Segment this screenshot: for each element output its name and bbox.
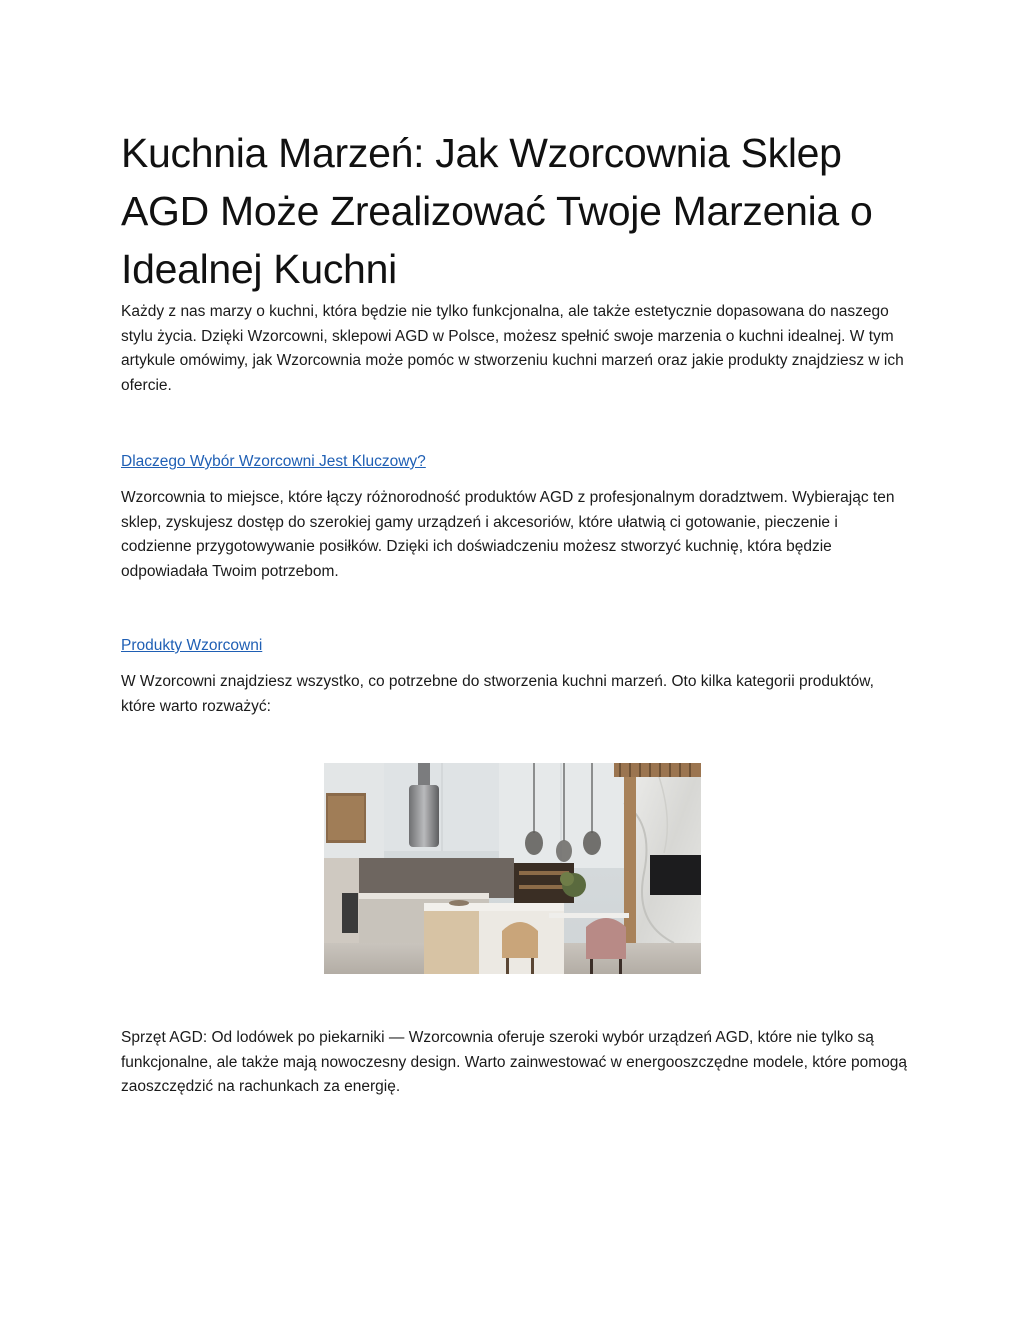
section-why-paragraph: Wzorcownia to miejsce, które łączy różnorodność produktów AGD z profesjonalnym doradztwem. Wybierając ten sklep, zyskujesz dostęp do szerokiej gamy urządzeń i akcesoriów, które ułatwią ci gotowanie, pieczenie i codzienne przygotowywanie posiłków. Dzięki ich doświadczeniu możesz stworzyć kuchnię, która będzie odpowiadała Twoim potrzebom. — [121, 489, 895, 580]
appliances-section — [121, 1026, 911, 1100]
section-heading-link-why[interactable]: Dlaczego Wybór Wzorcowni Jest Kluczowy? — [121, 453, 426, 470]
appliances-paragraph: Sprzęt AGD: Od lodówek po piekarniki — Wzorcownia oferuje szeroki wybór urządzeń AGD, które nie tylko są funkcjonalne, ale także mają nowoczesny design. Warto zainwestować w energooszczędne modele, które pomogą zaoszczędzić na rachunkach za energię. — [121, 1029, 908, 1095]
kitchen-photo — [324, 763, 701, 974]
section-heading-link-products[interactable]: Produkty Wzorcowni — [121, 637, 263, 654]
intro-paragraph: Każdy z nas marzy o kuchni, która będzie nie tylko funkcjonalna, ale także estetycznie dopasowana do naszego stylu życia. Dzięki Wzorcowni, sklepowi AGD w Polsce, możesz spełnić swoje marzenia o kuchni idealnej. W tym artykule omówimy, jak Wzorcownia może pomóc w stworzeniu kuchni marzeń oraz jakie produkty znajdziesz w ich ofercie. — [121, 303, 904, 394]
article — [121, 124, 911, 719]
article-title: Kuchnia Marzeń: Jak Wzorcownia Sklep AGD Może Zrealizować Twoje Marzenia o Idealnej Kuchni — [121, 130, 873, 292]
section-products-paragraph: W Wzorcowni znajdziesz wszystko, co potrzebne do stworzenia kuchni marzeń. Oto kilka kategorii produktów, które warto rozważyć: — [121, 673, 874, 715]
